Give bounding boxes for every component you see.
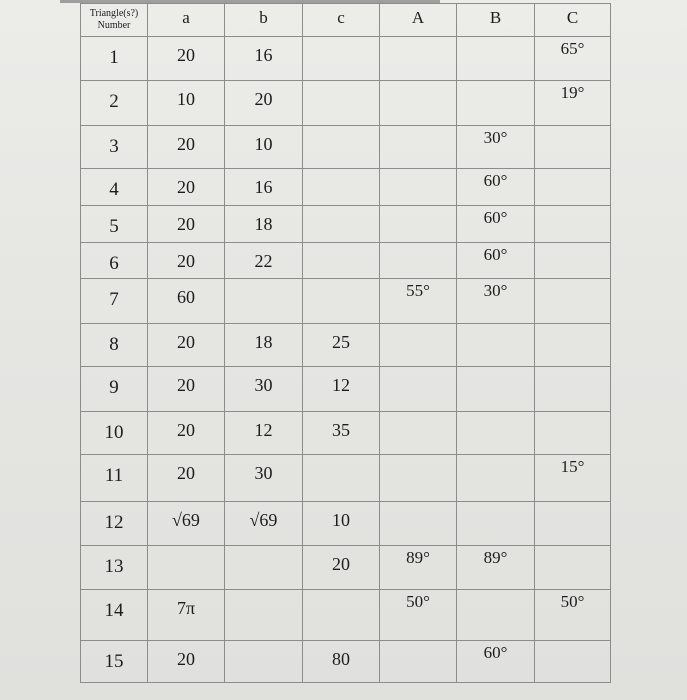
cell-a-value: 20 (177, 463, 195, 483)
cell-n (81, 367, 148, 412)
cell-a (148, 412, 225, 455)
cell-A-value: 50° (406, 592, 430, 611)
cell-n-value: 7 (109, 289, 119, 310)
table-row (81, 455, 611, 502)
cell-n (81, 126, 148, 169)
cell-n-value: 11 (104, 465, 124, 486)
cell-C (535, 81, 611, 126)
cell-a (148, 126, 225, 169)
cell-c (303, 126, 380, 169)
cell-n (81, 641, 148, 683)
cell-c (303, 412, 380, 455)
cell-b-value: 22 (254, 251, 273, 271)
cell-n-value: 2 (109, 91, 119, 112)
cell-n-value: 5 (109, 216, 119, 237)
header-number-line2: Number (97, 20, 131, 31)
cell-a (148, 590, 225, 641)
cell-n-value: 13 (104, 556, 124, 577)
cell-C (535, 367, 611, 412)
header-a-label: a (182, 8, 190, 27)
cell-n (81, 455, 148, 502)
cell-a (148, 243, 225, 279)
cell-B (457, 546, 535, 590)
cell-B (457, 81, 535, 126)
cell-a-value: 60 (177, 287, 195, 307)
header-b-label: b (259, 8, 268, 27)
cell-b (225, 37, 303, 81)
cell-b (225, 546, 303, 590)
cell-b-value: 18 (254, 332, 273, 352)
cell-c (303, 243, 380, 279)
cell-b (225, 206, 303, 243)
cell-n-value: 1 (109, 47, 119, 68)
header-C-label: C (566, 8, 579, 27)
cell-A (380, 455, 457, 502)
cell-A (380, 502, 457, 546)
cell-b (225, 169, 303, 206)
header-C (535, 4, 611, 37)
cell-a (148, 367, 225, 412)
header-A-label: A (411, 8, 425, 27)
cell-c (303, 206, 380, 243)
cell-n-value: 9 (109, 377, 119, 398)
cell-A (380, 412, 457, 455)
table-row (81, 324, 611, 367)
cell-a (148, 279, 225, 324)
cell-n (81, 37, 148, 81)
cell-b (225, 126, 303, 169)
cell-A (380, 206, 457, 243)
header-number-line1: Triangle(s?) (89, 8, 139, 19)
triangle-table (80, 3, 611, 683)
cell-C (535, 324, 611, 367)
cell-n (81, 502, 148, 546)
table-row (81, 590, 611, 641)
cell-b (225, 455, 303, 502)
cell-n (81, 169, 148, 206)
cell-C (535, 243, 611, 279)
cell-c (303, 169, 380, 206)
cell-B-value: 60° (483, 208, 508, 227)
table-row (81, 367, 611, 412)
cell-c (303, 324, 380, 367)
cell-B (457, 324, 535, 367)
cell-a (148, 455, 225, 502)
cell-A (380, 126, 457, 169)
header-a (148, 4, 225, 37)
header-c (303, 4, 380, 37)
cell-b (225, 81, 303, 126)
cell-a (148, 502, 225, 546)
cell-B (457, 206, 535, 243)
cell-a (148, 37, 225, 81)
cell-n-value: 10 (104, 422, 124, 443)
cell-n-value: 15 (104, 651, 124, 672)
cell-A (380, 546, 457, 590)
cell-B-value: 60° (483, 245, 508, 264)
cell-A-value: 89° (406, 548, 430, 567)
cell-a-value: 10 (177, 89, 195, 109)
cell-A (380, 641, 457, 683)
cell-b (225, 324, 303, 367)
cell-A (380, 367, 457, 412)
cell-b (225, 590, 303, 641)
cell-c (303, 81, 380, 126)
cell-n (81, 412, 148, 455)
cell-B-value: 30° (483, 128, 508, 147)
cell-a-value: 20 (177, 177, 195, 197)
cell-A (380, 81, 457, 126)
cell-a-value: 20 (177, 420, 195, 440)
cell-C (535, 641, 611, 683)
cell-n-value: 3 (109, 136, 119, 157)
cell-c-value: 20 (332, 554, 350, 574)
cell-B (457, 590, 535, 641)
cell-A (380, 169, 457, 206)
cell-a-value: 20 (177, 332, 195, 352)
cell-B (457, 243, 535, 279)
cell-c (303, 546, 380, 590)
cell-B-value: 30° (483, 281, 508, 300)
cell-b (225, 412, 303, 455)
table-row (81, 126, 611, 169)
cell-c (303, 590, 380, 641)
cell-c (303, 641, 380, 683)
cell-a (148, 324, 225, 367)
cell-b-value: 12 (254, 420, 273, 440)
cell-n (81, 546, 148, 590)
table-row (81, 81, 611, 126)
cell-b (225, 641, 303, 683)
header-c-label: c (337, 8, 345, 27)
cell-B-value: 89° (483, 548, 508, 567)
table-row (81, 206, 611, 243)
cell-a-value: 20 (177, 649, 195, 669)
cell-a-value: 20 (177, 375, 195, 395)
cell-C-value: 50° (560, 592, 585, 611)
header-b (225, 4, 303, 37)
cell-b (225, 279, 303, 324)
cell-a (148, 641, 225, 683)
cell-c-value: 80 (332, 649, 350, 669)
cell-b-value: 18 (254, 214, 273, 234)
table-row (81, 279, 611, 324)
cell-B (457, 169, 535, 206)
cell-n (81, 81, 148, 126)
cell-c-value: 12 (332, 375, 350, 395)
cell-a-value: 7π (176, 598, 196, 618)
cell-n-value: 8 (109, 334, 119, 355)
cell-C-value: 65° (560, 39, 585, 58)
cell-b-value: 30 (254, 375, 273, 395)
cell-C-value: 15° (560, 457, 585, 476)
cell-a-value: 20 (177, 214, 195, 234)
table-row (81, 169, 611, 206)
cell-c (303, 455, 380, 502)
cell-B (457, 455, 535, 502)
cell-a-value: 20 (177, 134, 195, 154)
cell-B-value: 60° (483, 643, 508, 662)
cell-C (535, 502, 611, 546)
cell-C (535, 412, 611, 455)
cell-C (535, 126, 611, 169)
table-row (81, 502, 611, 546)
cell-n (81, 243, 148, 279)
cell-n-value: 12 (104, 512, 124, 533)
cell-a-value: 20 (177, 45, 195, 65)
cell-B (457, 367, 535, 412)
cell-A (380, 37, 457, 81)
cell-C (535, 279, 611, 324)
header-B (457, 4, 535, 37)
cell-n (81, 206, 148, 243)
header-A (380, 4, 457, 37)
cell-B-value: 60° (483, 171, 508, 190)
cell-n-value: 6 (109, 253, 119, 274)
cell-a-value: √69 (172, 510, 200, 530)
cell-b-value: 20 (254, 89, 273, 109)
cell-B (457, 502, 535, 546)
cell-c (303, 502, 380, 546)
cell-B (457, 37, 535, 81)
cell-b-value: 10 (254, 134, 273, 154)
cell-b-value: 30 (254, 463, 273, 483)
cell-a (148, 169, 225, 206)
cell-b (225, 367, 303, 412)
cell-c-value: 10 (332, 510, 350, 530)
cell-a (148, 546, 225, 590)
table-row (81, 546, 611, 590)
cell-A (380, 279, 457, 324)
cell-C (535, 455, 611, 502)
cell-C (535, 37, 611, 81)
cell-B (457, 279, 535, 324)
cell-n (81, 324, 148, 367)
cell-a (148, 81, 225, 126)
cell-b-value: 16 (254, 177, 273, 197)
table-row (81, 641, 611, 683)
cell-A (380, 324, 457, 367)
cell-c (303, 367, 380, 412)
cell-a (148, 206, 225, 243)
cell-b-value: 16 (254, 45, 273, 65)
cell-n-value: 14 (104, 600, 124, 621)
cell-n (81, 279, 148, 324)
cell-C (535, 546, 611, 590)
cell-c (303, 37, 380, 81)
cell-b (225, 502, 303, 546)
cell-c-value: 25 (332, 332, 350, 352)
table-row (81, 243, 611, 279)
header-row (81, 4, 611, 37)
cell-c (303, 279, 380, 324)
cell-A-value: 55° (406, 281, 430, 300)
header-B-label: B (489, 8, 502, 27)
table-row (81, 412, 611, 455)
cell-B (457, 412, 535, 455)
cell-a-value: 20 (177, 251, 195, 271)
header-number (81, 4, 148, 37)
cell-B (457, 641, 535, 683)
cell-n-value: 4 (109, 179, 119, 200)
cell-n (81, 590, 148, 641)
cell-A (380, 243, 457, 279)
cell-C (535, 169, 611, 206)
cell-C (535, 590, 611, 641)
cell-A (380, 590, 457, 641)
cell-b (225, 243, 303, 279)
cell-C-value: 19° (560, 83, 585, 102)
cell-C (535, 206, 611, 243)
cell-b-value: √69 (249, 510, 278, 530)
cell-B (457, 126, 535, 169)
table-body (81, 37, 611, 683)
table-row (81, 37, 611, 81)
cell-c-value: 35 (332, 420, 350, 440)
